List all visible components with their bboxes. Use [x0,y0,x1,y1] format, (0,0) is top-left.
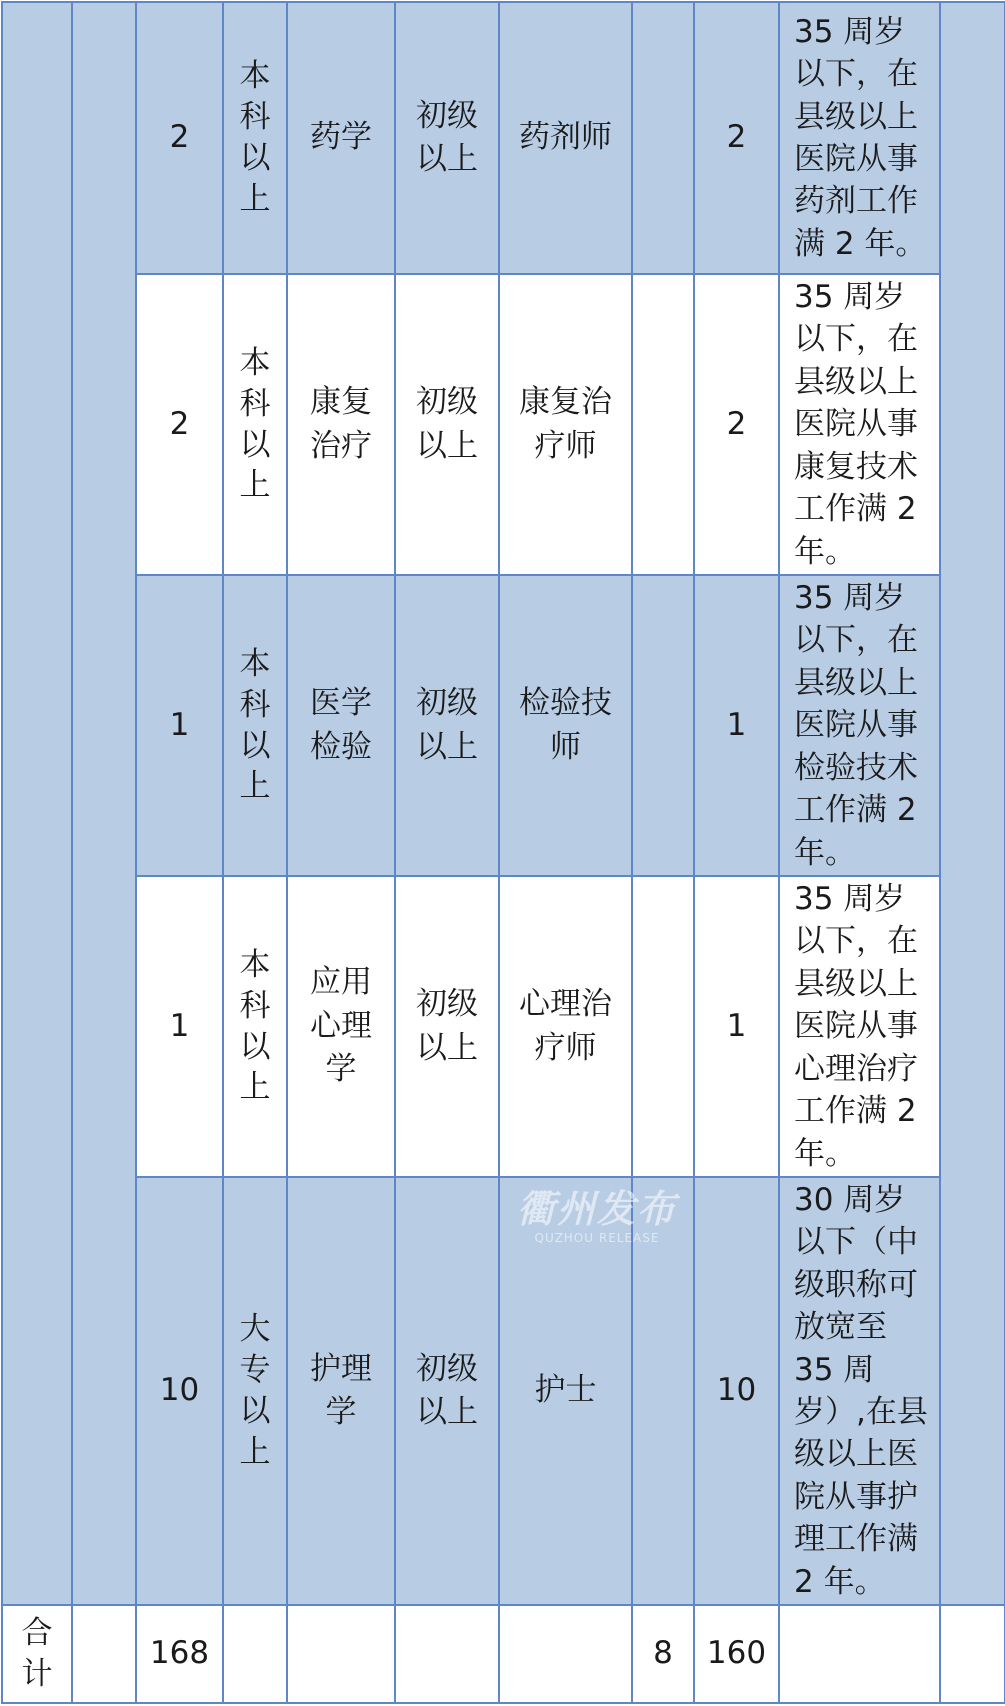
title-level-cell: 初级 以上 [395,1177,499,1605]
total-empty-cell [940,1605,1005,1703]
count-cell: 2 [136,274,223,575]
education-cell: 本 科 以 上 [223,876,287,1177]
quota-a-cell [632,2,694,274]
quota-a-cell [632,575,694,876]
table-row [2,2,1005,274]
table-row [2,1177,1005,1605]
education-cell: 本 科 以 上 [223,274,287,575]
major-cell: 医学 检验 [287,575,395,876]
table-row [2,274,1005,575]
education-cell: 本 科 以 上 [223,575,287,876]
quota-a-cell [632,1177,694,1605]
quota-a-cell [632,274,694,575]
requirement-cell: 35 周岁 以下，在 县级以上 医院从事 药剂工作 满 2 年。 [779,2,940,274]
count-cell: 10 [136,1177,223,1605]
total-empty-cell [499,1605,632,1703]
total-quota-b-cell: 160 [694,1605,779,1703]
position-cell: 检验技 师 [499,575,632,876]
total-empty-cell [287,1605,395,1703]
table-row [2,876,1005,1177]
count-cell: 1 [136,575,223,876]
title-level-cell: 初级 以上 [395,876,499,1177]
major-cell: 药学 [287,2,395,274]
watermark-text: 衢州发布 [516,1186,677,1231]
watermark-subtext: QUZHOU RELEASE [534,1231,660,1245]
count-cell: 1 [136,876,223,1177]
total-quota-a-cell: 8 [632,1605,694,1703]
title-level-cell: 初级 以上 [395,2,499,274]
quota-a-cell [632,876,694,1177]
total-empty-cell [779,1605,940,1703]
table-row [2,575,1005,876]
total-empty-cell [72,1605,136,1703]
remarks-cell [940,2,1005,1605]
requirement-cell: 35 周岁 以下，在 县级以上 医院从事 心理治疗 工作满 2 年。 [779,876,940,1177]
quota-b-cell: 2 [694,2,779,274]
total-count-cell: 168 [136,1605,223,1703]
title-level-cell: 初级 以上 [395,274,499,575]
title-level-cell: 初级 以上 [395,575,499,876]
total-row [2,1605,1005,1703]
total-empty-cell [395,1605,499,1703]
recruitment-table [1,1,1005,1704]
major-cell: 康复 治疗 [287,274,395,575]
quota-b-cell: 2 [694,274,779,575]
requirement-cell: 35 周岁 以下，在 县级以上 医院从事 检验技术 工作满 2 年。 [779,575,940,876]
total-empty-cell [223,1605,287,1703]
position-cell: 康复治 疗师 [499,274,632,575]
requirement-cell: 30 周岁 以下（中 级职称可 放宽至 35 周 岁）,在县 级以上医 院从事护 理工作满 2 年。 [779,1177,940,1605]
education-cell: 本 科 以 上 [223,2,287,274]
total-label-cell: 合 计 [2,1605,72,1703]
position-cell: 心理治 疗师 [499,876,632,1177]
requirement-cell: 35 周岁 以下，在 县级以上 医院从事 康复技术 工作满 2 年。 [779,274,940,575]
education-cell: 大 专 以 上 [223,1177,287,1605]
count-cell: 2 [136,2,223,274]
department-cell [72,2,136,1605]
quota-b-cell: 10 [694,1177,779,1605]
unit-cell [2,2,72,1605]
major-cell: 护理 学 [287,1177,395,1605]
major-cell: 应用 心理 学 [287,876,395,1177]
position-cell: 护士 [499,1177,632,1605]
quota-b-cell: 1 [694,575,779,876]
position-cell: 药剂师 [499,2,632,274]
quota-b-cell: 1 [694,876,779,1177]
